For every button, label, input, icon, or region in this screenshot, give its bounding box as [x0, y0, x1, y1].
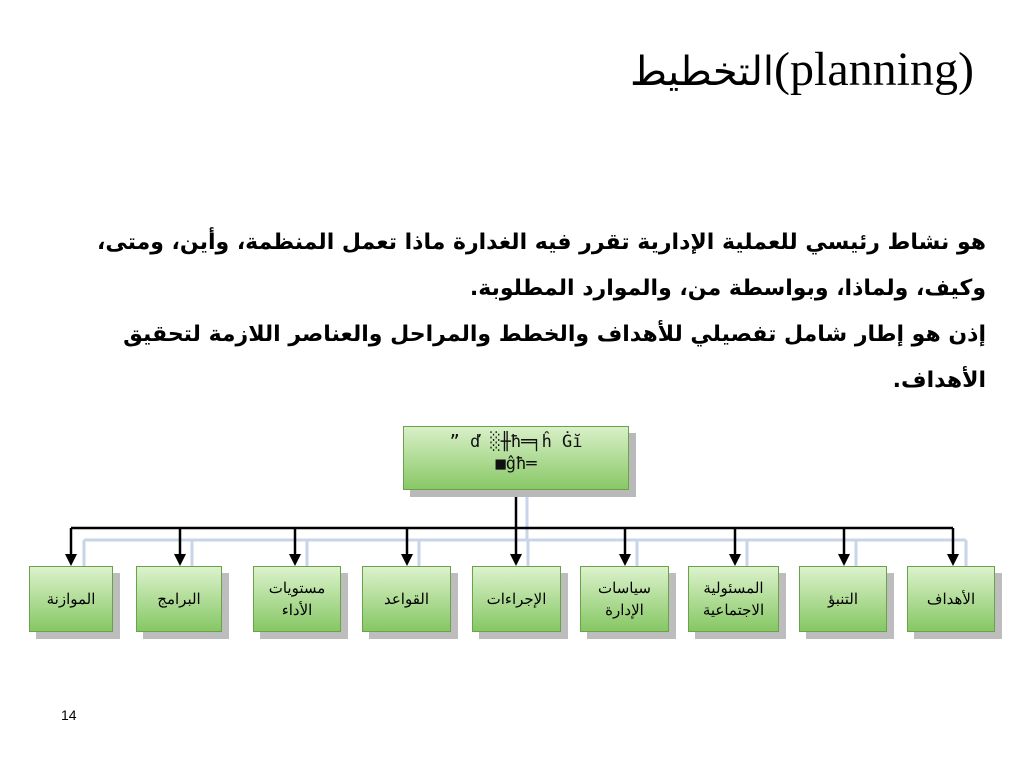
arrow-down-icon	[729, 554, 741, 566]
org-box-objectives	[907, 566, 995, 632]
org-root-line-2: ■ĝħ═	[495, 454, 537, 474]
org-box-label: الأهداف	[926, 590, 976, 608]
org-box-performance-levels	[253, 566, 341, 632]
arrow-down-icon	[174, 554, 186, 566]
definition-paragraph: هو نشاط رئيسي للعملية الإدارية تقرر فيه الغدارة ماذا تعمل المنظمة، وأين، ومتى، وكيف، ولماذا، وبواسطة من، والموارد المطلوبة.	[96, 230, 986, 301]
org-box-label: سياسات الإدارة	[598, 579, 651, 619]
arrow-down-icon	[510, 554, 522, 566]
org-box-label: القواعد	[383, 590, 430, 608]
org-box-procedures	[472, 566, 561, 632]
arrow-down-icon	[65, 554, 77, 566]
arrow-down-icon	[619, 554, 631, 566]
org-box-label: الإجراءات	[486, 590, 547, 608]
arrow-down-icon	[947, 554, 959, 566]
page-number: 14	[61, 707, 77, 723]
org-box-label: المسئولية الاجتماعية	[702, 579, 765, 619]
org-box-forecasting	[799, 566, 887, 632]
arrow-down-icon	[838, 554, 850, 566]
org-box-social-responsibility	[688, 566, 779, 632]
org-box-budget	[29, 566, 113, 632]
org-box-label: الموازنة	[46, 590, 96, 608]
arrow-down-icon	[289, 554, 301, 566]
title-english: (planning)	[774, 43, 974, 96]
arrow-down-icon	[401, 554, 413, 566]
org-box-label: مستويات الأداء	[268, 579, 326, 619]
org-box-label: التنبؤ	[827, 590, 859, 608]
org-box-management-policies	[580, 566, 669, 632]
org-box-label: البرامج	[157, 590, 201, 608]
org-box-rules	[362, 566, 451, 632]
org-root-line-1: ” ď ░╫ħ═╕ĥ Ġĭ	[449, 432, 583, 452]
summary-paragraph: إذن هو إطار شامل تفصيلي للأهداف والخطط والمراحل والعناصر اللازمة لتحقيق الأهداف.	[123, 322, 986, 393]
org-root-box	[403, 426, 629, 490]
title-arabic: التخطيط	[630, 49, 775, 95]
org-box-programs	[136, 566, 222, 632]
